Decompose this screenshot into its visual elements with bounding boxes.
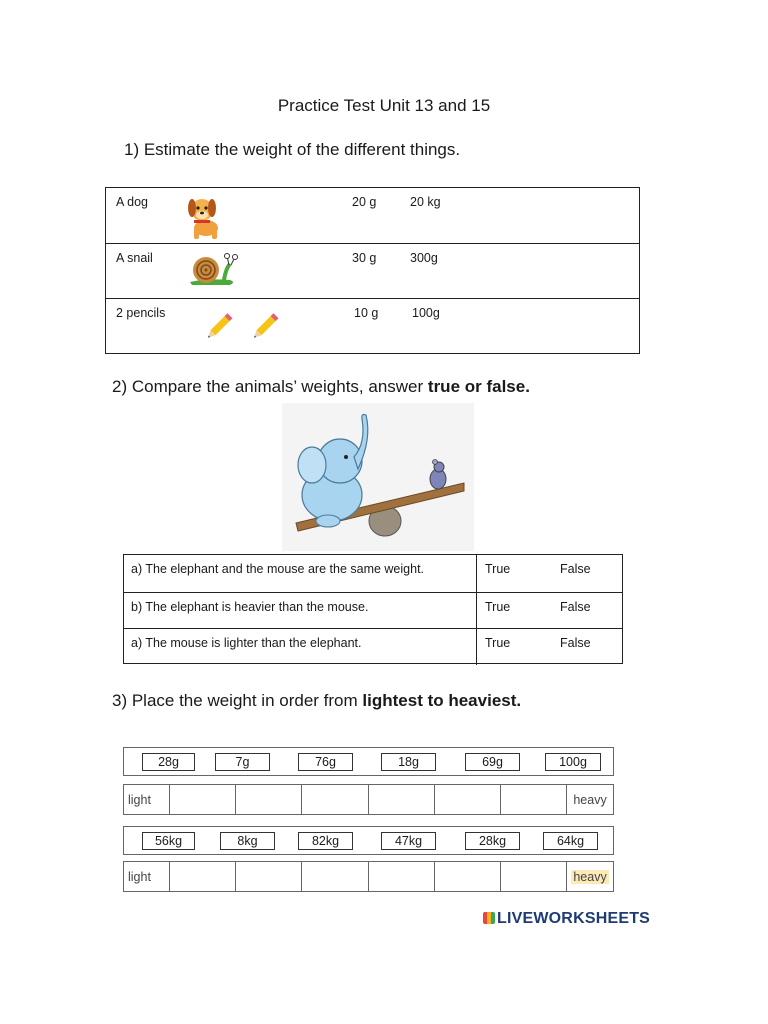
table-row: [124, 555, 622, 592]
option-2[interactable]: 100g: [412, 306, 440, 320]
order-row-kilograms: [123, 861, 614, 892]
true-false-table: [123, 554, 623, 664]
column-divider: [476, 555, 477, 592]
column-divider: [476, 593, 477, 629]
true-option[interactable]: True: [485, 562, 511, 576]
item-label: A snail: [116, 251, 153, 265]
statement: a) The mouse is lighter than the elephant.: [131, 636, 362, 651]
heading-bold: lightest to heaviest.: [362, 691, 522, 710]
weight-card[interactable]: 28kg: [465, 832, 520, 850]
drop-slot[interactable]: [369, 862, 435, 891]
weight-card[interactable]: 82kg: [298, 832, 353, 850]
drop-slot[interactable]: [435, 862, 501, 891]
table-row: [106, 188, 639, 243]
option-2[interactable]: 300g: [410, 251, 438, 265]
question-3-heading: [112, 691, 521, 711]
light-label: light: [124, 862, 170, 891]
weight-card[interactable]: 76g: [298, 753, 353, 771]
option-1[interactable]: 30 g: [352, 251, 377, 265]
liveworksheets-logo: [483, 910, 650, 928]
false-option[interactable]: False: [560, 636, 591, 651]
weight-card[interactable]: 69g: [465, 753, 520, 771]
drop-slot[interactable]: [170, 785, 236, 814]
weight-card[interactable]: 100g: [545, 753, 601, 771]
drop-slot[interactable]: [170, 862, 236, 891]
logo-text: LIVEWORKSHEETS: [497, 910, 651, 927]
option-2[interactable]: 20 kg: [410, 195, 441, 209]
question-2-heading: [112, 377, 530, 397]
drop-slot[interactable]: [236, 862, 302, 891]
statement: b) The elephant is heavier than the mouse.: [131, 599, 369, 614]
true-option[interactable]: True: [485, 636, 511, 651]
pencil-icon: [202, 309, 236, 348]
weight-card[interactable]: 8kg: [220, 832, 275, 850]
logo-icon: [483, 912, 495, 924]
elephant-mouse-seesaw-image: [282, 403, 474, 551]
estimate-table: [105, 187, 640, 354]
table-row: [106, 298, 639, 353]
weight-card[interactable]: 18g: [381, 753, 436, 771]
item-label: 2 pencils: [116, 306, 166, 320]
option-1[interactable]: 10 g: [354, 306, 379, 320]
drop-slot[interactable]: [501, 785, 567, 814]
dog-icon: [184, 192, 224, 245]
weight-card[interactable]: 56kg: [142, 832, 195, 850]
weight-card[interactable]: 7g: [215, 753, 270, 771]
snail-icon: [186, 252, 240, 293]
drop-slot[interactable]: [302, 862, 368, 891]
table-row: [124, 628, 622, 665]
heavy-label: heavy: [573, 792, 607, 807]
heading-text: 3) Place the weight in order from: [112, 691, 363, 710]
pencil-icon: [248, 309, 282, 348]
weight-card[interactable]: 64kg: [543, 832, 598, 850]
heavy-highlight: heavy: [573, 869, 607, 884]
heavy-label: [567, 862, 613, 891]
statement: a) The elephant and the mouse are the same weight.: [131, 562, 425, 576]
option-1[interactable]: 20 g: [352, 195, 377, 209]
order-row-grams: [123, 784, 614, 815]
drop-slot[interactable]: [236, 785, 302, 814]
false-option[interactable]: False: [560, 562, 591, 576]
weights-bar-kilograms: [123, 826, 614, 855]
false-option[interactable]: False: [560, 599, 591, 614]
light-label: light: [124, 785, 170, 814]
drop-slot[interactable]: [501, 862, 567, 891]
heading-text: 2) Compare the animals’ weights, answer: [112, 377, 428, 396]
weights-bar-grams: [123, 747, 614, 776]
item-label: A dog: [116, 195, 148, 209]
page-title: Practice Test Unit 13 and 15: [277, 96, 491, 115]
column-divider: [476, 629, 477, 665]
question-1-heading: 1) Estimate the weight of the different things.: [124, 140, 461, 159]
table-row: [124, 592, 622, 629]
table-row: [106, 243, 639, 298]
weight-card[interactable]: 47kg: [381, 832, 436, 850]
drop-slot[interactable]: [369, 785, 435, 814]
heading-bold: true or false.: [427, 377, 530, 396]
drop-slot[interactable]: [302, 785, 368, 814]
true-option[interactable]: True: [485, 599, 511, 614]
drop-slot[interactable]: [435, 785, 501, 814]
weight-card[interactable]: 28g: [142, 753, 195, 771]
